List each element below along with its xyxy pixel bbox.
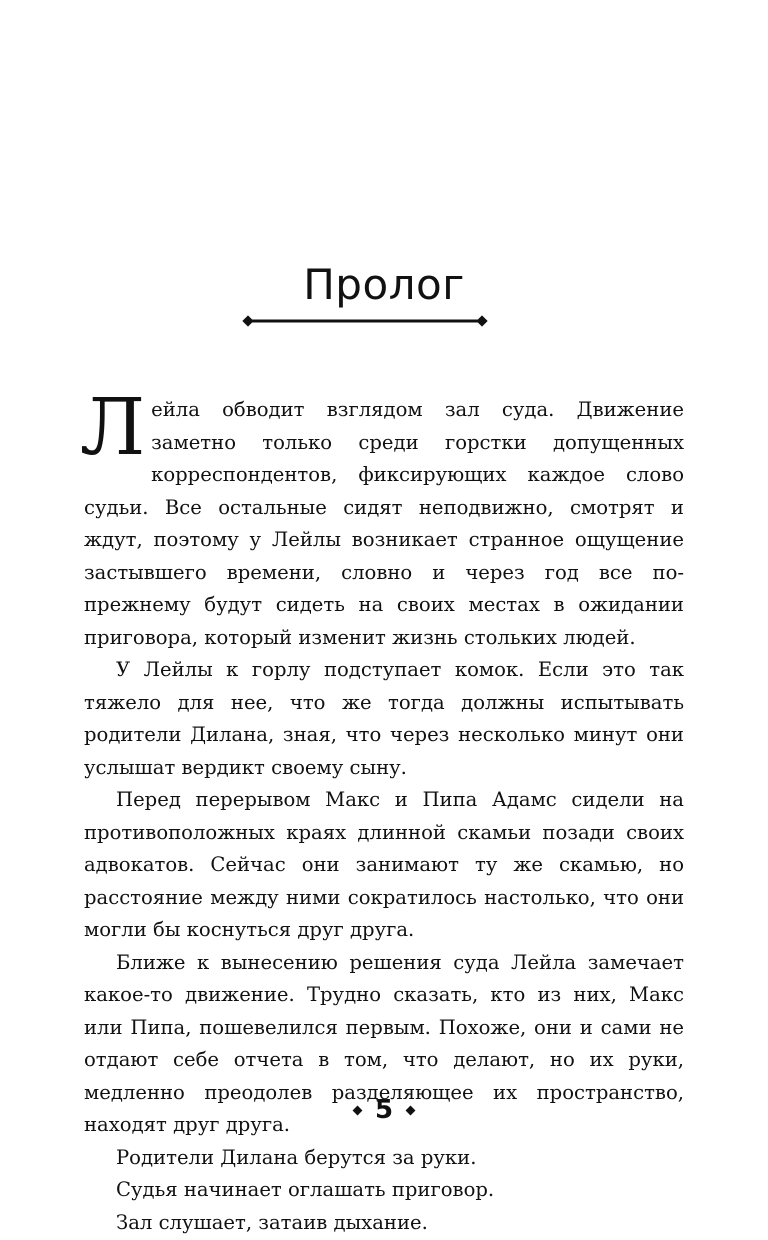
paragraph-1-text: ейла обводит взглядом зал суда. Движение заметно только среди горстки допущенных корреспондентов, фиксирующих каждое слово судьи. Все остальные сидят неподвижно, смотрят и ждут, поэтому у Лейлы возникает странное ощущение застывшего времени, словно и через год все по-прежнему будут сидеть на своих местах в ожидании приговора, который изменит жизнь стольких людей. — [84, 398, 684, 649]
paragraph-5: Родители Дилана берутся за руки. — [116, 1145, 477, 1169]
drop-cap: Л — [80, 383, 146, 473]
page-number: 5 — [374, 1095, 394, 1125]
paragraph-1 — [80, 383, 684, 654]
paragraph-6: Судья начинает оглашать приговор. — [116, 1178, 495, 1201]
paragraph-2: У Лейлы к горлу подступает комок. Если это так тяжело для нее, что же тогда должны испытывать родители Дилана, зная, что через несколько минут они услышат вердикт своему сыну. — [84, 658, 684, 779]
chapter-title: Пролог — [303, 260, 465, 309]
page-footer — [0, 1092, 768, 1128]
ornament-diamond-right — [476, 315, 487, 326]
title-ornament-rule — [240, 312, 490, 330]
paragraph-4: Ближе к вынесению решения суда Лейла замечает какое-то движение. Трудно сказать, кто из них, Макс или Пипа, пошевелился первым. Похоже, они и сами не отдают себе отчета в том, что делают, но их руки, медленно преодолев разделяющее их пространство, находят друг друга. — [84, 950, 684, 1136]
diamond-icon-right — [406, 1105, 416, 1115]
diamond-icon-left — [353, 1105, 363, 1115]
paragraph-7: Зал слушает, затаив дыхание. — [116, 1210, 428, 1234]
paragraph-3: Перед перерывом Макс и Пипа Адамс сидели на противоположных краях длинной скамьи позади своих адвокатов. Сейчас они занимают ту же скамью, но расстояние между ними сократилось настолько, что они могли бы коснуться друг друга. — [84, 788, 684, 941]
